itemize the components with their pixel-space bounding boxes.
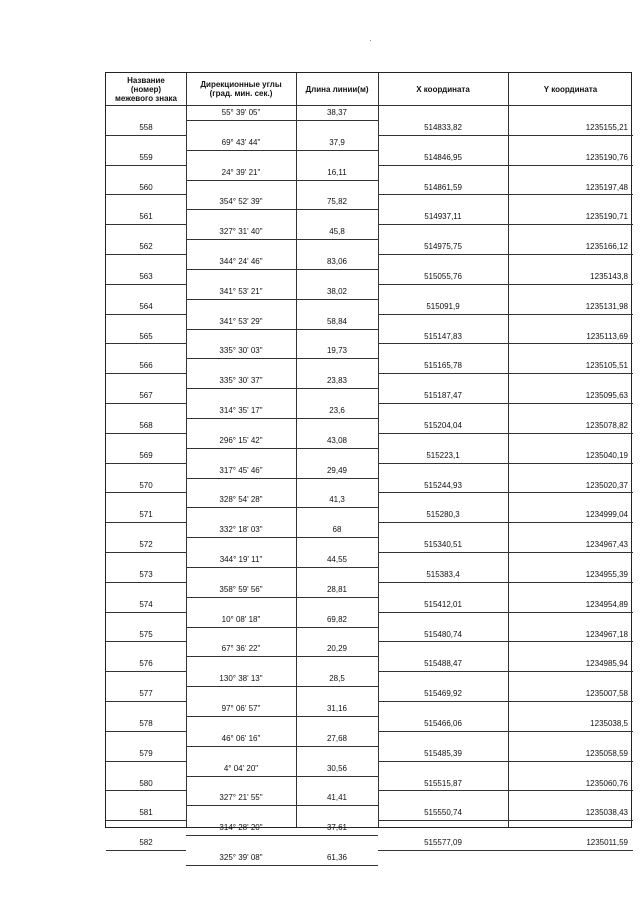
- x-coordinate: 514861,59: [424, 182, 462, 192]
- x-coordinate: 514846,95: [424, 152, 462, 162]
- segment-divider: [186, 150, 378, 151]
- x-coordinate: 515480,74: [424, 629, 462, 639]
- x-coordinate: 515577,09: [424, 838, 462, 848]
- point-divider: [378, 284, 633, 285]
- x-coordinate: 515165,78: [424, 361, 462, 371]
- line-length: 20,29: [326, 644, 348, 654]
- header-divider: [106, 105, 631, 106]
- point-divider: [378, 314, 633, 315]
- boundary-point-name: 575: [139, 629, 153, 639]
- point-divider: [378, 522, 633, 523]
- y-coordinate: 1235190,76: [585, 152, 628, 162]
- coordinates-table: [105, 72, 632, 862]
- segment-divider: [186, 388, 378, 389]
- line-length: 68: [332, 525, 342, 535]
- boundary-point-name: 567: [139, 391, 153, 401]
- direction-angle: 344° 19' 11": [219, 555, 263, 564]
- point-divider: [378, 165, 633, 166]
- segment-divider: [186, 180, 378, 181]
- y-coordinate: 1234999,04: [585, 510, 628, 520]
- point-divider: [106, 761, 186, 762]
- y-coordinate: 1235058,59: [585, 748, 628, 758]
- point-divider: [378, 492, 633, 493]
- line-length: 41,41: [326, 793, 348, 803]
- direction-angle: 335° 30' 03": [219, 346, 263, 356]
- point-divider: [106, 522, 186, 523]
- segment-divider: [186, 299, 378, 300]
- point-divider: [378, 433, 633, 434]
- line-length: 16,11: [327, 167, 347, 177]
- direction-angle: 327° 31' 40": [219, 227, 263, 237]
- header-x: X координата: [416, 84, 470, 94]
- x-coordinate: 515550,74: [424, 808, 462, 818]
- direction-angle: 341° 53' 29": [219, 316, 263, 326]
- x-coordinate: 514833,82: [424, 122, 462, 132]
- header-name: Название (номер) межевого знака: [114, 75, 178, 103]
- y-coordinate: 1235143,8: [590, 271, 628, 281]
- point-divider: [106, 403, 186, 404]
- x-coordinate: 515280,3: [426, 510, 460, 520]
- x-coordinate: 515187,47: [424, 391, 462, 401]
- point-divider: [106, 552, 186, 553]
- line-length: 61,36: [326, 853, 348, 862]
- direction-angle: 325° 39' 08": [219, 853, 263, 862]
- direction-angle: 69° 43' 44": [221, 137, 261, 147]
- y-coordinate: 1235113,69: [586, 331, 628, 341]
- line-length: 31,16: [326, 704, 348, 713]
- point-divider: [106, 433, 186, 434]
- segment-divider: [186, 269, 378, 270]
- boundary-point-name: 570: [139, 480, 153, 490]
- x-coordinate: 515383,4: [426, 569, 460, 579]
- direction-angle: 327° 21' 55": [219, 793, 263, 803]
- segment-divider: [186, 597, 378, 598]
- x-coordinate: 514937,11: [424, 212, 462, 222]
- x-coordinate: 515147,83: [424, 331, 462, 341]
- point-divider: [106, 582, 186, 583]
- boundary-point-name: 559: [139, 152, 153, 162]
- direction-angle: 354° 52' 39": [219, 197, 263, 207]
- boundary-point-name: 579: [139, 748, 153, 758]
- line-length: 43,08: [326, 435, 348, 445]
- line-length: 28,81: [326, 584, 348, 594]
- boundary-point-name: 562: [139, 242, 153, 252]
- y-coordinate: 1235095,63: [585, 391, 628, 401]
- point-divider: [378, 850, 633, 851]
- direction-angle: 332° 18' 03": [219, 525, 263, 535]
- direction-angle: 97° 06' 57": [221, 704, 261, 713]
- segment-divider: [186, 776, 378, 777]
- boundary-point-name: 574: [139, 599, 153, 609]
- point-divider: [378, 671, 633, 672]
- segment-divider: [186, 746, 378, 747]
- segment-divider: [186, 686, 378, 687]
- segment-divider: [186, 865, 378, 866]
- x-coordinate: 515223,1: [426, 450, 460, 460]
- point-divider: [378, 552, 633, 553]
- boundary-point-name: 561: [139, 212, 153, 222]
- line-length: 19,73: [326, 346, 348, 356]
- line-length: 23,83: [326, 376, 348, 386]
- point-divider: [106, 373, 186, 374]
- point-divider: [378, 254, 633, 255]
- y-coordinate: 1235078,82: [585, 420, 628, 430]
- segment-divider: [186, 537, 378, 538]
- line-length: 38,37: [326, 108, 348, 117]
- line-length: 37,9: [329, 137, 345, 147]
- segment-divider: [186, 567, 378, 568]
- header-angle: Дирекционные углы (град. мин. сек.): [200, 80, 282, 98]
- line-length: 44,55: [326, 555, 348, 564]
- point-divider: [378, 403, 633, 404]
- line-length: 83,06: [326, 257, 348, 266]
- line-length: 75,82: [326, 197, 348, 207]
- direction-angle: 24° 39' 21": [221, 167, 261, 177]
- point-divider: [378, 701, 633, 702]
- point-divider: [106, 731, 186, 732]
- segment-divider: [186, 716, 378, 717]
- segment-divider: [186, 418, 378, 419]
- direction-angle: 55° 39' 05": [221, 108, 261, 117]
- boundary-point-name: 558: [139, 122, 153, 132]
- line-length: 69,82: [326, 614, 348, 624]
- point-divider: [106, 284, 186, 285]
- y-coordinate: 1234967,18: [585, 629, 628, 639]
- direction-angle: 46° 06' 16": [221, 733, 261, 743]
- segment-divider: [186, 656, 378, 657]
- point-divider: [378, 612, 633, 613]
- direction-angle: 67° 36' 22": [221, 644, 261, 654]
- point-divider: [106, 165, 186, 166]
- point-divider: [106, 850, 186, 851]
- direction-angle: 335° 30' 37": [219, 376, 263, 386]
- y-coordinate: 1235038,5: [590, 718, 628, 728]
- point-divider: [106, 492, 186, 493]
- point-divider: [106, 612, 186, 613]
- point-divider: [106, 343, 186, 344]
- segment-divider: [186, 478, 378, 479]
- x-coordinate: 515515,87: [424, 778, 462, 788]
- x-coordinate: 515055,76: [424, 271, 462, 281]
- point-divider: [378, 641, 633, 642]
- direction-angle: 10° 08' 18": [221, 614, 261, 624]
- point-divider: [378, 194, 633, 195]
- point-divider: [106, 135, 186, 136]
- point-divider: [106, 224, 186, 225]
- x-coordinate: 515340,51: [424, 540, 462, 550]
- boundary-point-name: 573: [139, 569, 153, 579]
- column-divider: [378, 73, 379, 827]
- boundary-point-name: 569: [139, 450, 153, 460]
- point-divider: [106, 701, 186, 702]
- segment-divider: [186, 627, 378, 628]
- point-divider: [378, 790, 633, 791]
- x-coordinate: 515412,01: [424, 599, 462, 609]
- x-coordinate: 515466,06: [424, 718, 462, 728]
- boundary-point-name: 572: [139, 540, 153, 550]
- x-coordinate: 514975,75: [424, 242, 462, 252]
- segment-divider: [186, 209, 378, 210]
- segment-divider: [186, 448, 378, 449]
- boundary-point-name: 577: [139, 689, 153, 699]
- point-divider: [378, 463, 633, 464]
- segment-divider: [186, 805, 378, 806]
- y-coordinate: 1235155,21: [585, 122, 628, 132]
- y-coordinate: 1235197,48: [585, 182, 628, 192]
- line-length: 23,6: [329, 406, 345, 415]
- line-length: 38,02: [326, 286, 348, 296]
- boundary-point-name: 560: [139, 182, 153, 192]
- y-coordinate: 1235131,98: [585, 301, 628, 311]
- direction-angle: 4° 04' 20": [223, 763, 259, 773]
- point-divider: [378, 820, 633, 821]
- segment-divider: [186, 329, 378, 330]
- y-coordinate: 1235105,51: [585, 361, 628, 371]
- point-divider: [378, 224, 633, 225]
- boundary-point-name: 571: [139, 510, 153, 520]
- boundary-point-name: 564: [139, 301, 153, 311]
- boundary-point-name: 563: [139, 271, 153, 281]
- header-y: Y координата: [543, 84, 598, 94]
- point-divider: [378, 761, 633, 762]
- point-divider: [106, 254, 186, 255]
- line-length: 28,5: [329, 674, 345, 684]
- y-coordinate: 1235011,59: [586, 838, 628, 848]
- x-coordinate: 515469,92: [424, 689, 462, 699]
- point-divider: [106, 463, 186, 464]
- point-divider: [106, 194, 186, 195]
- y-coordinate: 1235020,37: [585, 480, 628, 490]
- line-length: 30,56: [326, 763, 348, 773]
- line-length: 37,61: [326, 823, 348, 833]
- point-divider: [378, 135, 633, 136]
- boundary-point-name: 566: [139, 361, 153, 371]
- boundary-point-name: 580: [139, 778, 153, 788]
- segment-divider: [186, 239, 378, 240]
- point-divider: [106, 820, 186, 821]
- segment-divider: [186, 358, 378, 359]
- y-coordinate: 1235166,12: [585, 242, 628, 252]
- y-coordinate: 1234985,94: [585, 659, 628, 669]
- point-divider: [106, 790, 186, 791]
- direction-angle: 358° 59' 56": [219, 584, 263, 594]
- y-coordinate: 1234967,43: [585, 540, 628, 550]
- y-coordinate: 1235060,76: [585, 778, 628, 788]
- line-length: 58,84: [326, 316, 348, 326]
- y-coordinate: 1235007,58: [585, 689, 628, 699]
- segment-divider: [186, 507, 378, 508]
- point-divider: [106, 314, 186, 315]
- boundary-point-name: 582: [139, 838, 153, 848]
- y-coordinate: 1234955,39: [585, 569, 628, 579]
- boundary-point-name: 578: [139, 718, 153, 728]
- boundary-point-name: 581: [139, 808, 153, 818]
- segment-divider: [186, 120, 378, 121]
- boundary-point-name: 568: [139, 420, 153, 430]
- y-coordinate: 1235040,19: [585, 450, 628, 460]
- x-coordinate: 515244,93: [424, 480, 462, 490]
- direction-angle: 344° 24' 46": [219, 257, 263, 266]
- segment-divider: [186, 835, 378, 836]
- x-coordinate: 515485,39: [424, 748, 462, 758]
- point-divider: [378, 582, 633, 583]
- y-coordinate: 1235038,43: [585, 808, 628, 818]
- point-divider: [378, 373, 633, 374]
- direction-angle: 314° 28' 20": [219, 823, 263, 833]
- direction-angle: 328° 54' 28": [219, 495, 263, 505]
- scan-speck: [370, 40, 371, 41]
- line-length: 27,68: [326, 733, 348, 743]
- direction-angle: 296° 15' 42": [219, 435, 263, 445]
- direction-angle: 130° 38' 13": [219, 674, 263, 684]
- header-length: Длина линии(м): [305, 84, 369, 94]
- x-coordinate: 515091,9: [426, 301, 460, 311]
- point-divider: [378, 343, 633, 344]
- y-coordinate: 1235190,71: [585, 212, 628, 222]
- line-length: 41,3: [329, 495, 345, 505]
- boundary-point-name: 565: [139, 331, 153, 341]
- line-length: 45,8: [329, 227, 345, 237]
- x-coordinate: 515488,47: [424, 659, 462, 669]
- direction-angle: 341° 53' 21": [219, 286, 263, 296]
- point-divider: [106, 671, 186, 672]
- point-divider: [378, 731, 633, 732]
- x-coordinate: 515204,04: [424, 420, 462, 430]
- direction-angle: 317° 45' 46": [219, 465, 263, 475]
- line-length: 29,49: [326, 465, 348, 475]
- boundary-point-name: 576: [139, 659, 153, 669]
- direction-angle: 314° 35' 17": [219, 406, 263, 415]
- y-coordinate: 1234954,89: [585, 599, 628, 609]
- point-divider: [106, 641, 186, 642]
